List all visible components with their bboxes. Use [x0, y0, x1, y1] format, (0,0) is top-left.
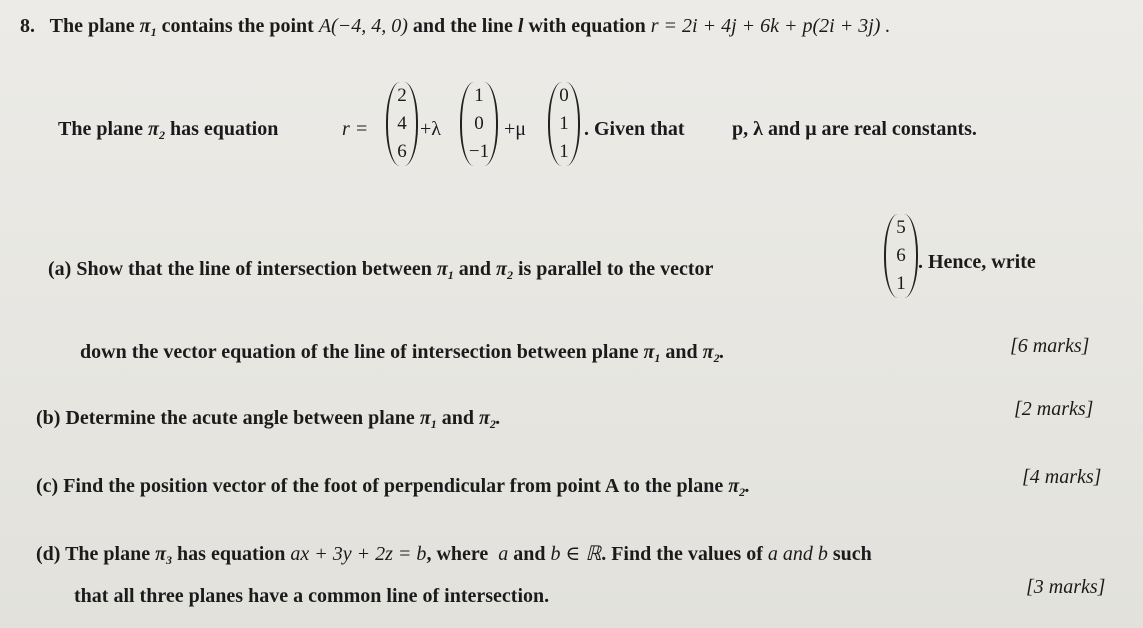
point-A: A(−4, 4, 0) — [318, 15, 408, 37]
part-a-line2: down the vector equation of the line of intersection between plane $\pi_1$ and $\pi_2$. — [80, 341, 725, 365]
plus-mu: +μ — [504, 118, 527, 140]
part-d-marks: [3 marks] — [1026, 576, 1106, 598]
plane2-label: The plane $\pi_2$ has equation — [58, 118, 279, 142]
part-a-hence: . Hence, write — [918, 251, 1036, 273]
intro-text: The plane — [49, 15, 135, 37]
plane2-r-equals: r = — [342, 118, 369, 140]
vector-561: 5 6 1 — [884, 214, 918, 298]
question-header — [20, 14, 890, 44]
intro-text-c: and the line — [412, 15, 513, 37]
given-text: . Given that — [584, 118, 685, 140]
part-c-text: (c) Find the position vector of the foot of perpendicular from point A to the plane $\pi_2$. — [36, 475, 751, 499]
question-number: 8. — [20, 15, 35, 37]
part-b-marks: [2 marks] — [1014, 398, 1094, 420]
intro-text-d: with equation — [528, 15, 646, 37]
plus-lambda: +λ — [420, 118, 441, 140]
pi1-symbol: $\pi_1$ — [139, 15, 157, 39]
part-a-marks: [6 marks] — [1010, 335, 1090, 357]
part-b-text: (b) Determine the acute angle between plane $\pi_1$ and $\pi_2$. — [36, 407, 501, 431]
part-a-text: (a) Show that the line of intersection between $\pi_1$ and $\pi_2$ is parallel to the vector — [48, 258, 714, 282]
vector-c: 0 1 1 — [548, 82, 580, 166]
vector-b: 1 0 −1 — [460, 82, 498, 166]
part-d-text: (d) The plane $\pi_3$ has equation ax + 3y + 2z = b, where a and b ∈ ℝ. Find the values of a and b such — [36, 543, 872, 567]
part-c-marks: [4 marks] — [1022, 466, 1102, 488]
vector-a: 2 4 6 — [386, 82, 418, 166]
line-equation: r = 2i + 4j + 6k + p(2i + 3j) . — [650, 15, 891, 37]
line-name: l — [517, 15, 524, 37]
part-d-line2: that all three planes have a common line of intersection. — [74, 585, 550, 607]
intro-text-b: contains the point — [161, 15, 314, 37]
constants-text: p, λ and μ are real constants. — [732, 118, 977, 140]
